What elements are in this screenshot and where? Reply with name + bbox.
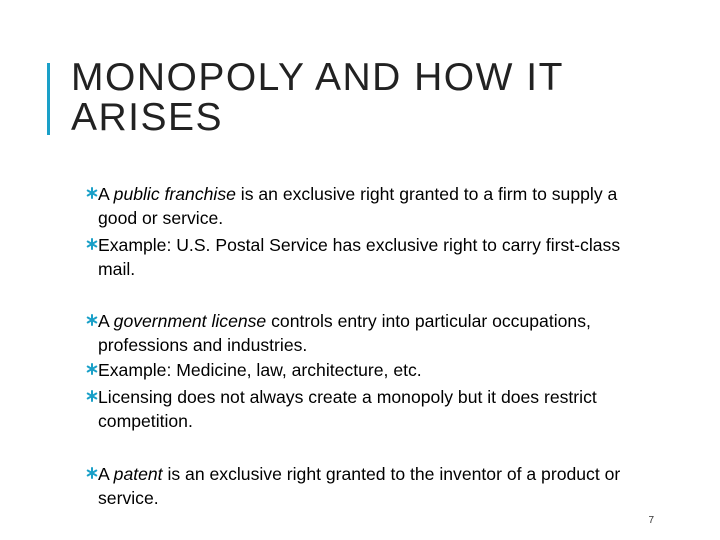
page-number: 7	[648, 515, 654, 526]
bullet-public-franchise	[98, 182, 638, 230]
bullet-licensing	[98, 385, 638, 433]
asterisk-star-icon	[86, 314, 98, 326]
bullet-text: A	[98, 464, 114, 484]
bullet-text: is an exclusive right granted to a firm to supply a good or service.	[98, 184, 618, 228]
asterisk-star-icon	[86, 238, 98, 250]
bullet-text: Licensing does not always create a monopoly but it does restrict competition.	[98, 387, 597, 431]
bullet-text: is an exclusive right granted to the inventor of a product or service.	[98, 464, 621, 508]
bullet-example-postal	[98, 233, 638, 281]
bullet-emphasis: patent	[113, 464, 163, 484]
asterisk-star-icon	[86, 363, 98, 375]
bullet-government-license	[98, 309, 638, 357]
asterisk-star-icon	[86, 390, 98, 402]
title-line-2: ARISES	[71, 96, 224, 139]
bullet-text: Example: U.S. Postal Service has exclusive right to carry first-class mail.	[98, 235, 621, 279]
bullet-emphasis: public franchise	[113, 184, 236, 204]
title-accent-bar	[47, 63, 50, 135]
slide-title	[71, 58, 564, 138]
asterisk-star-icon	[86, 467, 98, 479]
bullet-emphasis: government license	[113, 311, 267, 331]
bullet-text: A	[98, 311, 114, 331]
bullet-text: controls entry into particular occupations, professions and industries.	[98, 311, 591, 355]
bullet-patent	[98, 462, 638, 510]
title-line-1: MONOPOLY AND HOW IT	[71, 56, 564, 99]
bullet-text: Example: Medicine, law, architecture, etc.	[98, 360, 422, 380]
asterisk-star-icon	[86, 187, 98, 199]
bullet-example-medicine	[98, 358, 638, 382]
bullet-text: A	[98, 184, 114, 204]
